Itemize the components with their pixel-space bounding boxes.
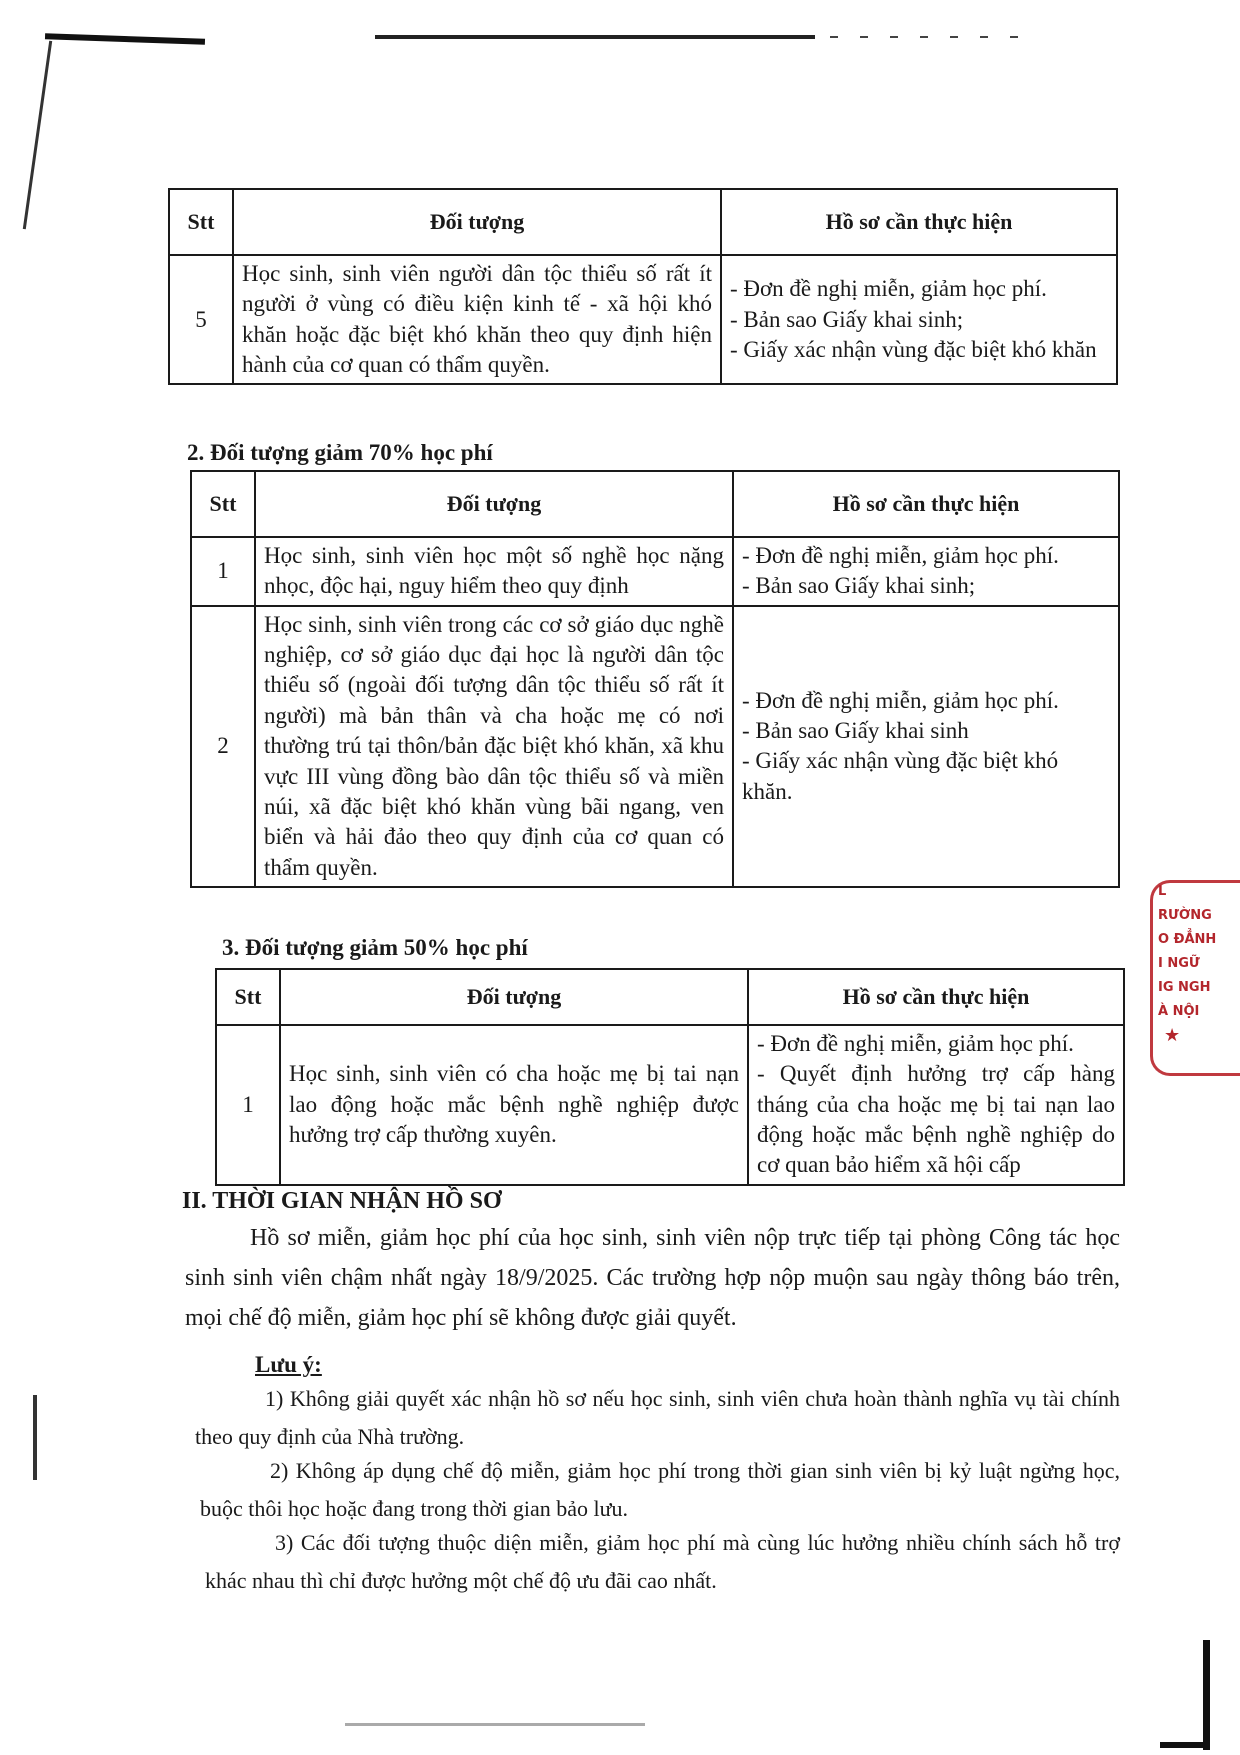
scan-edge-mark	[830, 36, 1030, 38]
scan-edge-mark	[1160, 1742, 1210, 1748]
table-exempt-continued	[168, 188, 1118, 385]
table-row	[169, 255, 1117, 384]
note-item: 1) Không giải quyết xác nhận hồ sơ nếu học sinh, sinh viên chưa hoàn thành nghĩa vụ tài chính theo quy định của Nhà trường.	[195, 1386, 1120, 1449]
col-header-docs: Hồ sơ cần thực hiện	[733, 471, 1119, 537]
doc-item: - Đơn đề nghị miễn, giảm học phí.	[730, 276, 1047, 302]
row-stt: 1	[191, 537, 255, 606]
scan-edge-mark	[1203, 1640, 1210, 1750]
note-item: 3) Các đối tượng thuộc diện miễn, giảm học phí mà cùng lúc hưởng nhiều chính sách hỗ trợ khác nhau thì chỉ được hưởng một chế độ ưu đãi cao nhất.	[205, 1530, 1120, 1593]
note-title: Lưu ý:	[255, 1352, 322, 1377]
scan-edge-mark	[45, 33, 205, 45]
table-reduce-70	[190, 470, 1120, 888]
doc-item: - Đơn đề nghị miễn, giảm học phí.	[757, 1031, 1074, 1056]
scan-edge-mark	[33, 1395, 37, 1480]
table-header-row	[191, 471, 1119, 537]
part-heading: II. THỜI GIAN NHẬN HỒ SƠ	[182, 1188, 502, 1214]
doc-item: - Giấy xác nhận vùng đặc biệt khó khăn	[730, 336, 1097, 362]
scan-edge-mark	[23, 41, 52, 230]
table-row	[216, 1025, 1124, 1185]
stamp-text: RƯỜNG	[1158, 908, 1212, 923]
col-header-docs: Hồ sơ cần thực hiện	[748, 969, 1124, 1025]
table-row	[191, 537, 1119, 606]
stamp-text: L	[1158, 884, 1167, 899]
row-subject: Học sinh, sinh viên có cha hoặc mẹ bị tai nạn lao động hoặc mắc bệnh nghề nghiệp được hưởng trợ cấp thường xuyên.	[280, 1025, 748, 1185]
col-header-docs: Hồ sơ cần thực hiện	[721, 189, 1117, 255]
official-stamp	[1150, 880, 1240, 1070]
section-heading: 2. Đối tượng giảm 70% học phí	[187, 440, 493, 465]
col-header-stt: Stt	[216, 969, 280, 1025]
stamp-text: O ĐẲNH	[1158, 932, 1217, 947]
stamp-text: I NGỮ	[1158, 956, 1200, 971]
doc-item: - Đơn đề nghị miễn, giảm học phí.	[742, 687, 1059, 713]
row-stt: 2	[191, 606, 255, 887]
col-header-subject: Đối tượng	[233, 189, 721, 255]
row-docs	[721, 255, 1117, 384]
row-stt: 1	[216, 1025, 280, 1185]
row-docs	[748, 1025, 1124, 1185]
table-header-row	[216, 969, 1124, 1025]
row-stt: 5	[169, 255, 233, 384]
note-item: 2) Không áp dụng chế độ miễn, giảm học phí trong thời gian sinh viên bị kỷ luật ngừng học, buộc thôi học hoặc đang trong thời gian bảo lưu.	[200, 1458, 1120, 1521]
stamp-text: À NỘI	[1158, 1004, 1200, 1019]
scan-edge-mark	[345, 1723, 645, 1726]
section-heading: 3. Đối tượng giảm 50% học phí	[222, 935, 528, 960]
table-header-row	[169, 189, 1117, 255]
row-subject: Học sinh, sinh viên người dân tộc thiểu số rất ít người ở vùng có điều kiện kinh tế - xã hội khó khăn hoặc đặc biệt khó khăn theo quy định hiện hành của cơ quan có thẩm quyền.	[233, 255, 721, 384]
table-reduce-50	[215, 968, 1125, 1186]
doc-item: - Giấy xác nhận vùng đặc biệt khó khăn.	[742, 748, 1059, 804]
doc-item: - Bản sao Giấy khai sinh	[742, 717, 969, 743]
col-header-stt: Stt	[191, 471, 255, 537]
scan-edge-mark	[375, 35, 815, 39]
row-docs	[733, 537, 1119, 606]
row-subject: Học sinh, sinh viên học một số nghề học nặng nhọc, độc hại, nguy hiểm theo quy định	[255, 537, 733, 606]
stamp-text: IG NGH	[1158, 980, 1211, 995]
col-header-subject: Đối tượng	[255, 471, 733, 537]
table-row	[191, 606, 1119, 887]
doc-item: - Quyết định hưởng trợ cấp hàng tháng của cha hoặc mẹ bị tai nạn lao động hoặc mắc bệnh nghề nghiệp do cơ quan bảo hiểm xã hội cấp	[757, 1061, 1115, 1178]
stamp-star-icon: ★	[1164, 1025, 1181, 1046]
doc-item: - Đơn đề nghị miễn, giảm học phí.	[742, 543, 1059, 568]
part-paragraph: Hồ sơ miễn, giảm học phí của học sinh, sinh viên nộp trực tiếp tại phòng Công tác học sinh sinh viên chậm nhất ngày 18/9/2025. Các trường hợp nộp muộn sau ngày thông báo trên, mọi chế độ miễn, giảm học phí sẽ không được giải quyết.	[185, 1225, 1120, 1331]
row-docs	[733, 606, 1119, 887]
row-subject: Học sinh, sinh viên trong các cơ sở giáo dục nghề nghiệp, cơ sở giáo dục đại học là người dân tộc thiểu số (ngoài đối tượng dân tộc thiểu số rất ít người) mà bản thân và cha hoặc mẹ có nơi thường trú tại thôn/bản đặc biệt khó khăn, xã khu vực III vùng đồng bào dân tộc thiểu số và miền núi, xã đặc biệt khó khăn vùng bãi ngang, ven biển và hải đảo theo quy định của cơ quan có thẩm quyền.	[255, 606, 733, 887]
doc-item: - Bản sao Giấy khai sinh;	[730, 306, 964, 332]
col-header-subject: Đối tượng	[280, 969, 748, 1025]
doc-item: - Bản sao Giấy khai sinh;	[742, 573, 976, 599]
col-header-stt: Stt	[169, 189, 233, 255]
